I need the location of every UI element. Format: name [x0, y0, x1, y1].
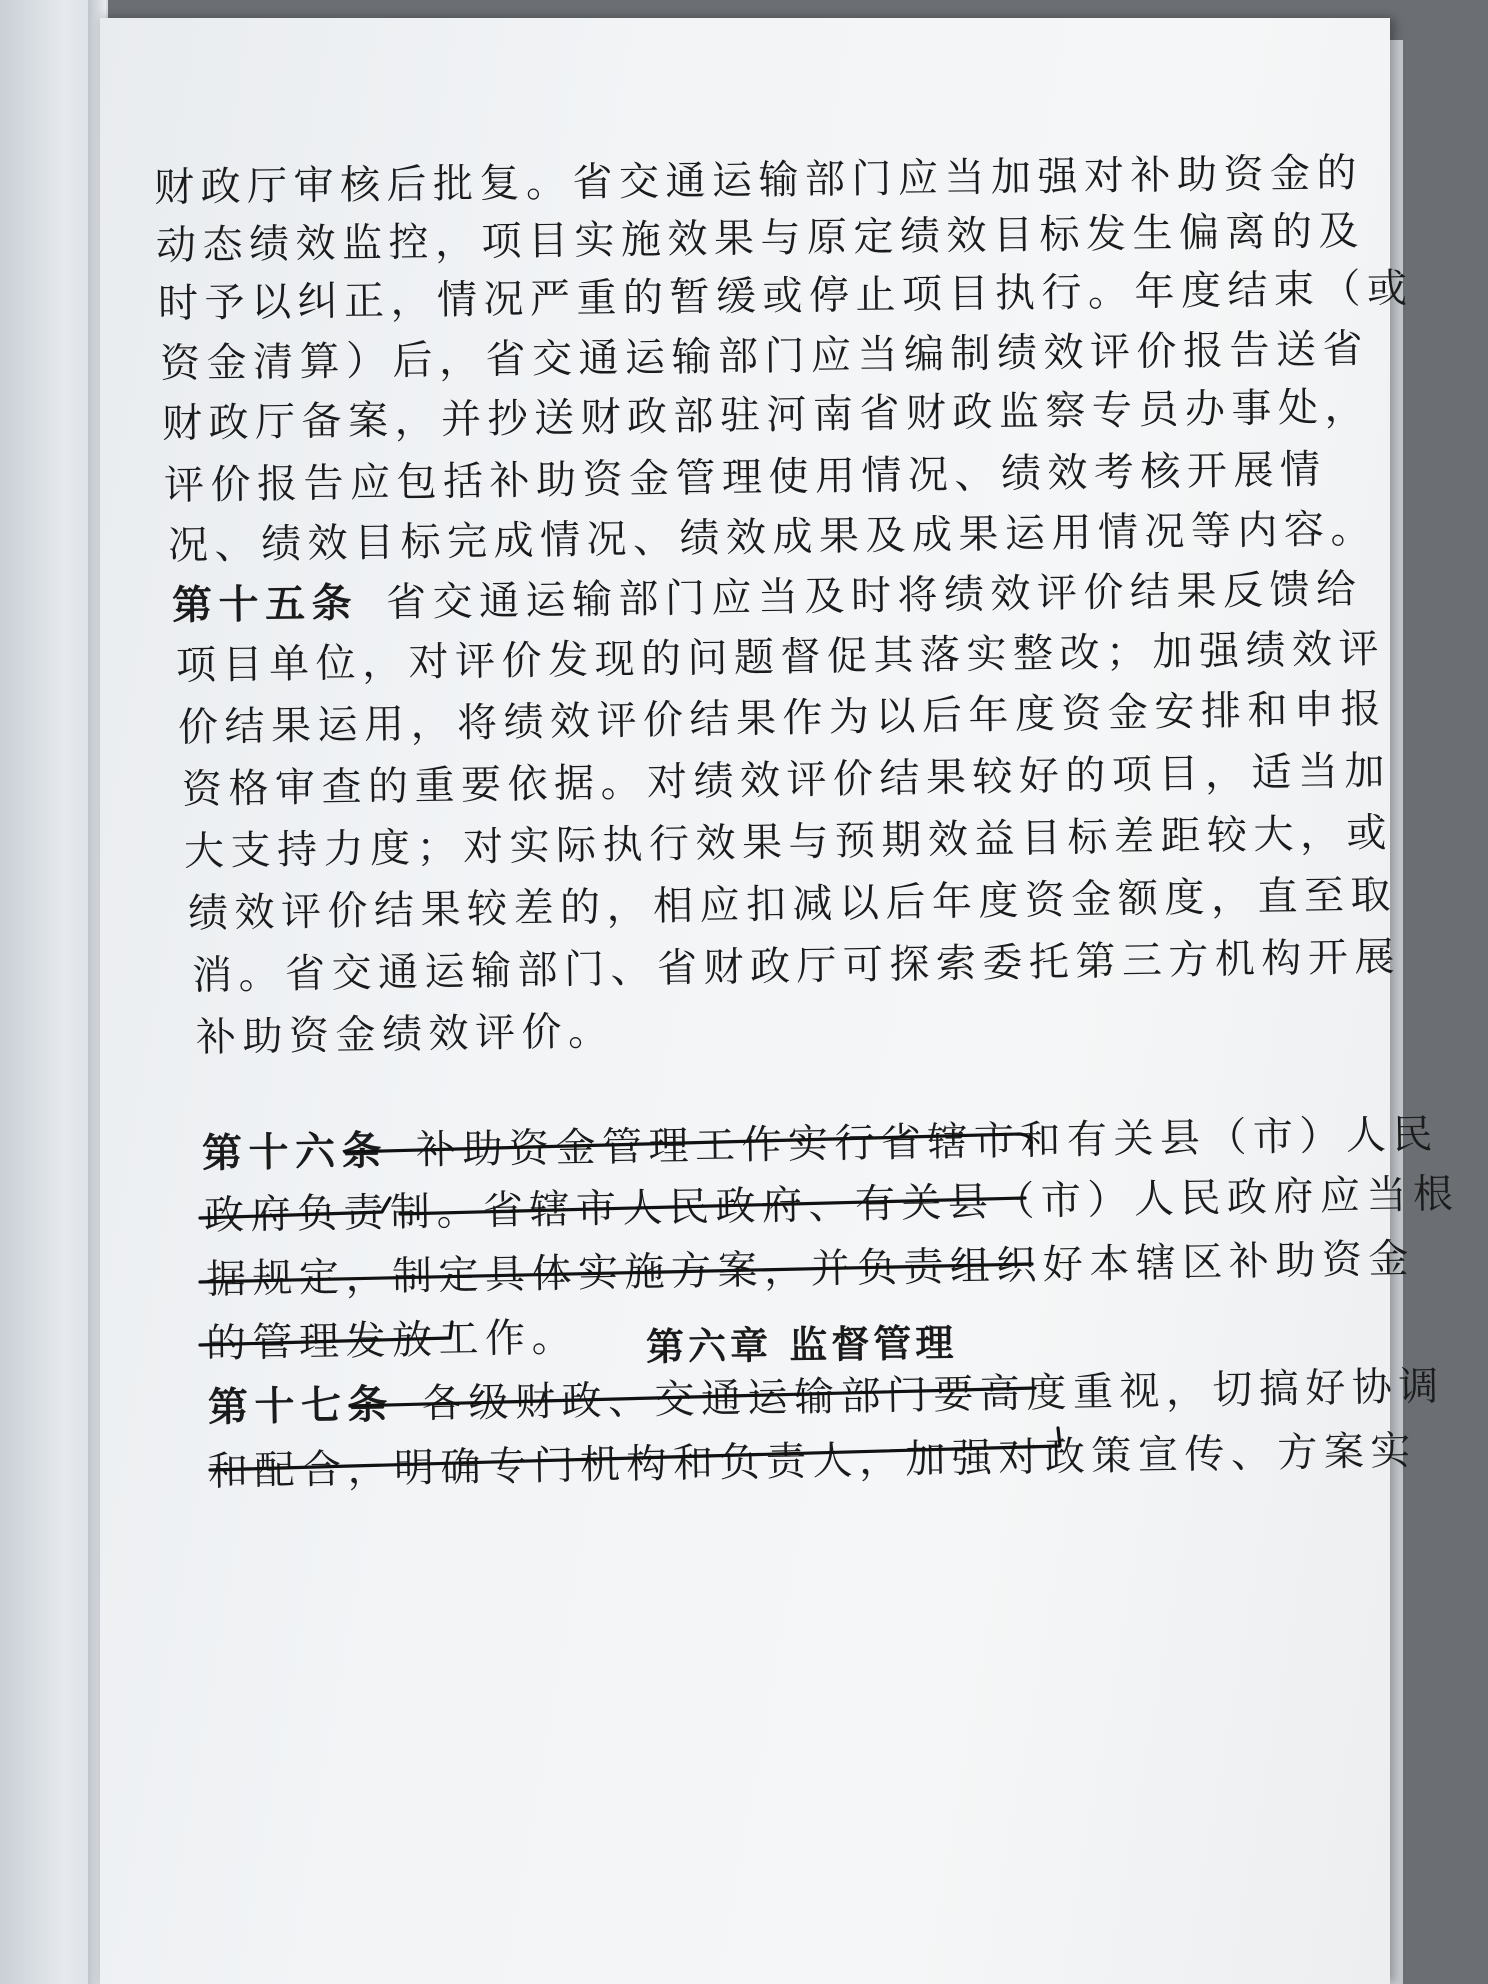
chapter-title: 第六章 监督管理: [645, 1320, 958, 1370]
article-17-line: 第十七条 各级财政、交通运输部门要高度重视，切搞好协调: [207, 1363, 1446, 1431]
article-heading: 第十五条: [171, 580, 359, 629]
text-line: 补助资金绩效评价。: [195, 1008, 615, 1061]
text-line: 资格审查的重要依据。对绩效评价结果较好的项目，适当加: [181, 748, 1392, 813]
document-text: [100, 0, 1460, 1966]
text-line: 绩效评价结果较差的，相应扣减以后年度资金额度，直至取: [187, 872, 1398, 937]
text-line: 项目单位，对评价发现的问题督促其落实整改；加强绩效评: [175, 626, 1386, 689]
article-heading: 第十六条: [201, 1128, 389, 1177]
text-line: 评价报告应包括补助资金管理使用情况、绩效考核开展情: [163, 446, 1327, 509]
text-line: 财政厅审核后批复。省交通运输部门应当加强对补助资金的: [153, 150, 1364, 211]
text-line: 时予以纠正，情况严重的暂缓或停止项目执行。年度结束（或: [157, 265, 1414, 327]
text-line: 政府负责制。省辖市人民政府、有关县（市）人民政府应当根: [203, 1171, 1460, 1239]
text-line: 价结果运用，将绩效评价结果作为以后年度资金安排和申报: [177, 686, 1388, 751]
text-line: 和配合，明确专门机构和负责人，加强对政策宣传、方案实: [207, 1427, 1418, 1495]
text-line: 动态绩效监控，项目实施效果与原定绩效目标发生偏离的及: [155, 208, 1366, 269]
text-line: 况、绩效目标完成情况、绩效成果及成果运用情况等内容。: [167, 506, 1378, 569]
text-line: 据规定，制定具体实施方案，并负责组织好本辖区补助资金: [205, 1235, 1416, 1303]
article-16-line: 第十六条 补助资金管理工作实行省辖市和有关县（市）人民: [201, 1111, 1440, 1177]
article-heading: 第十七条: [207, 1381, 395, 1431]
text-line: 的管理发放工作。: [205, 1314, 579, 1367]
text-line: 大支持力度；对实际执行效果与预期效益目标差距较大，或: [183, 810, 1394, 875]
article-15-line: 第十五条 省交通运输部门应当及时将绩效评价结果反馈给: [171, 566, 1363, 629]
text-line: 财政厅备案，并抄送财政部驻河南省财政监察专员办事处，: [161, 384, 1372, 447]
text-line: 消。省交通运输部门、省财政厅可探索委托第三方机构开展: [191, 934, 1402, 999]
text-line: 资金清算）后，省交通运输部门应当编制绩效评价报告送省: [159, 326, 1370, 387]
